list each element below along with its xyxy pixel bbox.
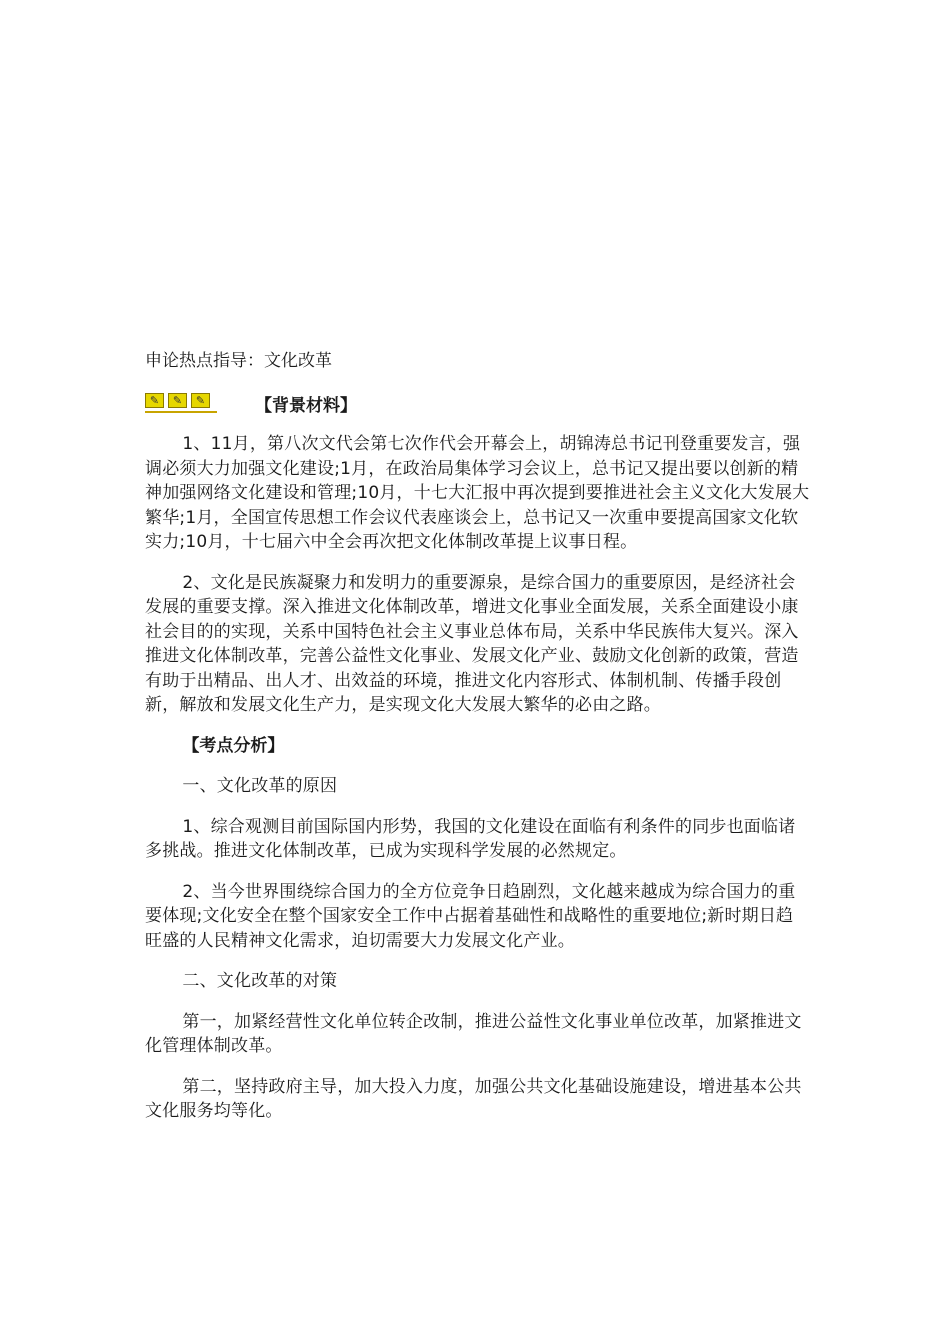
background-paragraph-1: 1、11月，第八次文代会第七次作代会开幕会上，胡锦涛总书记刊登重要发言，强调必须大力加强文化建设;1月，在政治局集体学习会议上，总书记又提出要以创新的精神加强网络文化建设和管理;10月，十七大汇报中再次提到要推进社会主义文化大发展大繁华;1月，全国宣传思想工作会议代表座谈会上，总书记又一次重申要提高国家文化软实力;10月，十七届六中全会再次把文化体制改革提上议事日程。 [145, 434, 810, 552]
section2-paragraph-1: 第一，加紧经营性文化单位转企改制，推进公益性文化事业单位改革，加紧推进文化管理体制改革。 [145, 1011, 802, 1056]
section2-paragraph-2: 第二，坚持政府主导，加大投入力度，加强公共文化基础设施建设，增进基本公共文化服务均等化。 [145, 1076, 802, 1121]
pencil-icon: ✎ [191, 393, 210, 408]
document-body [145, 348, 810, 1140]
section1-paragraph-2: 2、当今世界围绕综合国力的全方位竞争日趋剧烈，文化越来越成为综合国力的重要体现;文化安全在整个国家安全工作中占据着基础性和战略性的重要地位;新时期日趋旺盛的人民精神文化需求，迫切需要大力发展文化产业。 [145, 881, 796, 951]
analysis-heading: 【考点分析】 [182, 735, 285, 756]
pencil-icon: ✎ [168, 393, 187, 408]
background-paragraph-2: 2、文化是民族凝聚力和发明力的重要源泉，是综合国力的重要原因，是经济社会发展的重要支撑。深入推进文化体制改革，增进文化事业全面发展，关系全面建设小康社会目的的实现，关系中国特色社会主义事业总体布局，关系中华民族伟大复兴。深入推进文化体制改革，完善公益性文化事业、发展文化产业、鼓励文化创新的政策，营造有助于出精品、出人才、出效益的环境，推进文化内容形式、体制机制、传播手段创新，解放和发展文化生产力，是实现文化大发展大繁华的必由之路。 [145, 572, 799, 715]
background-heading-row [145, 390, 810, 416]
decorative-icon-strip [145, 393, 217, 413]
background-heading: 【背景材料】 [255, 395, 357, 416]
document-title: 申论热点指导：文化改革 [145, 351, 332, 371]
section1-paragraph-1: 1、综合观测目前国际国内形势，我国的文化建设在面临有利条件的同步也面临诸多挑战。推进文化体制改革，已成为实现科学发展的必然规定。 [145, 816, 796, 861]
section2-heading: 二、文化改革的对策 [182, 971, 338, 991]
pencil-icon: ✎ [145, 393, 164, 408]
section1-heading: 一、文化改革的原因 [182, 776, 338, 796]
